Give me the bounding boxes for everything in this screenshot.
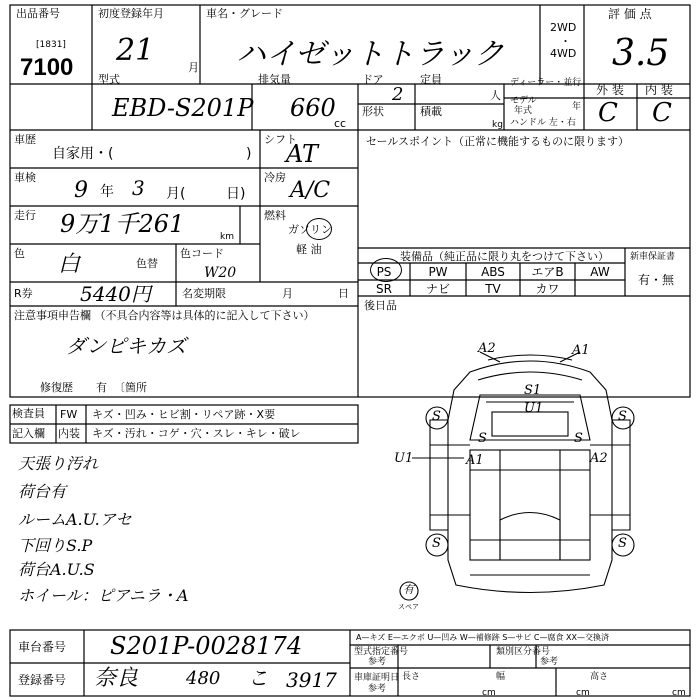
car-name: ハイゼットトラック bbox=[236, 37, 504, 72]
year-unit: 年 bbox=[572, 102, 582, 112]
mileage-unit: km bbox=[220, 232, 234, 242]
history-label: 車歴 bbox=[14, 133, 36, 146]
interior-grade: C bbox=[652, 98, 672, 128]
model-label: 型式 bbox=[98, 73, 120, 86]
damage-mark: S bbox=[432, 536, 441, 551]
registration-area: 奈良 bbox=[94, 666, 139, 691]
exterior-grade: C bbox=[598, 98, 618, 128]
equipment-item-airbag: エアB bbox=[531, 265, 564, 279]
handwritten-note-2: 荷台有 bbox=[18, 482, 67, 501]
inspection-label: 車検 bbox=[14, 171, 36, 184]
fuel-label: 燃料 bbox=[264, 209, 286, 222]
handwritten-note-6: ホイール：ピアニラ・A bbox=[18, 586, 189, 605]
repair-value: 有 bbox=[96, 381, 107, 394]
vehicle-diagram bbox=[400, 352, 634, 600]
length-unit: cm bbox=[482, 688, 496, 698]
displacement-unit: cc bbox=[334, 117, 347, 130]
garage-cert-ref: 参考 bbox=[368, 684, 387, 694]
height-unit: cm bbox=[672, 688, 686, 698]
width-label: 幅 bbox=[496, 672, 506, 682]
damage-mark: S bbox=[478, 431, 487, 446]
displacement-value: 660 bbox=[290, 94, 336, 122]
ac-label: 冷房 bbox=[264, 171, 286, 184]
interior-label: 内 装 bbox=[645, 83, 673, 97]
form-label: 形状 bbox=[362, 105, 384, 118]
handwritten-note-3: ルームA.U.アセ bbox=[18, 510, 132, 529]
lot-number-label: 出品番号 bbox=[16, 7, 60, 20]
lot-small-number: [1831] bbox=[36, 40, 66, 50]
mileage-label: 走行 bbox=[14, 209, 36, 222]
drive-separator: ・ bbox=[560, 35, 571, 48]
ac-value: A/C bbox=[290, 178, 331, 203]
car-name-label: 車名・グレード bbox=[206, 7, 283, 20]
form-cert-ref: 参考 bbox=[368, 657, 387, 667]
damage-mark: A2 bbox=[478, 341, 496, 356]
equipment-title: 装備品（純正品に限り丸をつけて下さい） bbox=[400, 250, 609, 263]
handwritten-note-1: 天張り汚れ bbox=[18, 454, 99, 473]
spare-label: スペア bbox=[398, 603, 419, 611]
capacity-unit: 人 bbox=[490, 89, 501, 102]
sales-point-label: セールスポイント（正常に機能するものに限ります） bbox=[366, 135, 630, 148]
equipment-item-sr: SR bbox=[376, 282, 392, 296]
inspector-interior-items: キズ・汚れ・コゲ・穴・スレ・キレ・破レ bbox=[92, 427, 301, 440]
load-unit: kg bbox=[492, 120, 503, 130]
warranty-value: 有・無 bbox=[638, 273, 675, 287]
capacity-label: 定員 bbox=[420, 73, 442, 86]
color-code-label: 色コード bbox=[180, 247, 224, 260]
displacement-label: 排気量 bbox=[258, 73, 291, 86]
lot-number: 7100 bbox=[20, 54, 74, 81]
inspection-day-unit: 日) bbox=[226, 186, 246, 202]
shift-value: AT bbox=[286, 140, 319, 168]
handwritten-note-5: 荷台A.U.S bbox=[18, 560, 95, 579]
equipment-item-aw: AW bbox=[590, 265, 610, 279]
inspector-label-2: 記入欄 bbox=[12, 427, 45, 440]
model-year-label-1: モデル bbox=[510, 96, 537, 106]
shift-label: シフト bbox=[264, 133, 297, 146]
handle-label: ハンドル 左・右 bbox=[510, 118, 576, 128]
handwritten-note-4: 下回りS.P bbox=[18, 536, 93, 555]
equipment-item-abs: ABS bbox=[481, 265, 505, 279]
equipment-item-tv: TV bbox=[485, 282, 501, 296]
warranty-label: 新車保証書 bbox=[630, 252, 676, 262]
damage-mark: U1 bbox=[524, 401, 544, 416]
garage-cert-label: 車庫証明日 bbox=[354, 673, 400, 683]
color-code-value: W20 bbox=[204, 265, 237, 281]
registration-kana: こ bbox=[248, 666, 268, 690]
equipment-item-leather: カワ bbox=[535, 282, 560, 296]
chassis-value: S201P-0028174 bbox=[110, 632, 303, 660]
model-year-label-2: 年式 bbox=[514, 106, 533, 116]
drive-4wd: 4WD bbox=[550, 47, 577, 60]
damage-legend: A—キズ E—エクボ U—凹み W—補修跡 S—サビ C—腐食 XX—交換済 bbox=[356, 633, 610, 642]
inspection-year: 9 bbox=[74, 178, 88, 203]
evaluation-label: 評 価 点 bbox=[608, 7, 652, 21]
damage-mark: A1 bbox=[466, 453, 484, 468]
inspection-month-unit: 月( bbox=[166, 186, 186, 202]
color-change-label: 色替 bbox=[136, 257, 158, 270]
name-change-label: 名変期限 bbox=[182, 287, 226, 300]
width-unit: cm bbox=[576, 688, 590, 698]
damage-mark: S bbox=[574, 431, 583, 446]
after-sale-label: 後日品 bbox=[364, 299, 397, 312]
name-change-day: 日 bbox=[338, 287, 349, 300]
color-value: 白 bbox=[58, 252, 81, 277]
spare-mark: 有 bbox=[403, 583, 414, 596]
height-label: 高さ bbox=[590, 672, 609, 682]
inspector-interior-label: 内装 bbox=[58, 427, 80, 440]
damage-mark: U1 bbox=[394, 451, 414, 466]
repair-label: 修復歴 bbox=[40, 381, 73, 394]
registration-class: 480 bbox=[186, 668, 221, 689]
form-cert-label: 型式指定番号 bbox=[354, 647, 409, 657]
drive-2wd: 2WD bbox=[550, 21, 577, 34]
repair-place: 〔箇所 bbox=[114, 381, 147, 394]
damage-mark: A1 bbox=[572, 343, 590, 358]
equipment-ps-circle bbox=[370, 258, 402, 282]
length-label: 長さ bbox=[402, 672, 421, 682]
category-ref: 参考 bbox=[540, 657, 559, 667]
color-label: 色 bbox=[14, 247, 25, 260]
first-registration-month-unit: 月 bbox=[188, 61, 199, 74]
doors-value: 2 bbox=[392, 84, 404, 105]
damage-mark: S bbox=[618, 536, 627, 551]
history-value: 自家用・( bbox=[52, 146, 114, 162]
first-registration-year: 21 bbox=[116, 33, 155, 68]
chassis-label: 車台番号 bbox=[18, 640, 67, 654]
notes-label: 注意事項申告欄 （不具合内容等は具体的に記入して下さい） bbox=[14, 309, 315, 322]
inspector-label-1: 検査員 bbox=[12, 407, 45, 420]
mileage-value: 9万1千261 bbox=[60, 210, 185, 238]
doors-label: ドア bbox=[362, 73, 384, 86]
damage-mark: S1 bbox=[524, 383, 542, 398]
dealer-label: ディーラー・並行 bbox=[510, 78, 582, 88]
recycle-label: R券 bbox=[14, 287, 33, 300]
equipment-item-ps: PS bbox=[376, 265, 392, 279]
registration-label: 登録番号 bbox=[18, 673, 67, 687]
inspection-year-unit: 年 bbox=[100, 184, 114, 200]
fuel-gasoline-circle bbox=[306, 218, 332, 240]
inspector-fw-label: FW bbox=[60, 408, 78, 421]
inspection-month: 3 bbox=[132, 176, 145, 200]
model-value: EBD-S201P bbox=[112, 94, 254, 122]
name-change-month: 月 bbox=[282, 287, 293, 300]
fuel-diesel: 軽 油 bbox=[296, 243, 322, 256]
registration-number: 3917 bbox=[286, 668, 337, 692]
damage-mark: A2 bbox=[590, 451, 608, 466]
category-label: 類別区分番号 bbox=[496, 647, 551, 657]
first-registration-label: 初度登録年月 bbox=[98, 7, 164, 20]
recycle-value: 5440円 bbox=[80, 282, 151, 306]
history-close: ) bbox=[246, 146, 252, 162]
evaluation-score: 3.5 bbox=[612, 33, 670, 74]
damage-mark: S bbox=[618, 409, 627, 424]
equipment-item-navi: ナビ bbox=[425, 282, 450, 296]
inspector-fw-items: キズ・凹み・ヒビ割・リペア跡・X要 bbox=[92, 408, 276, 421]
load-label: 積載 bbox=[420, 105, 442, 118]
notes-value: ダンピキカズ bbox=[66, 334, 187, 358]
fuel-gasoline: ガソリン bbox=[288, 223, 332, 236]
exterior-label: 外 装 bbox=[596, 83, 624, 97]
damage-mark: S bbox=[432, 409, 441, 424]
equipment-item-pw: PW bbox=[428, 265, 448, 279]
